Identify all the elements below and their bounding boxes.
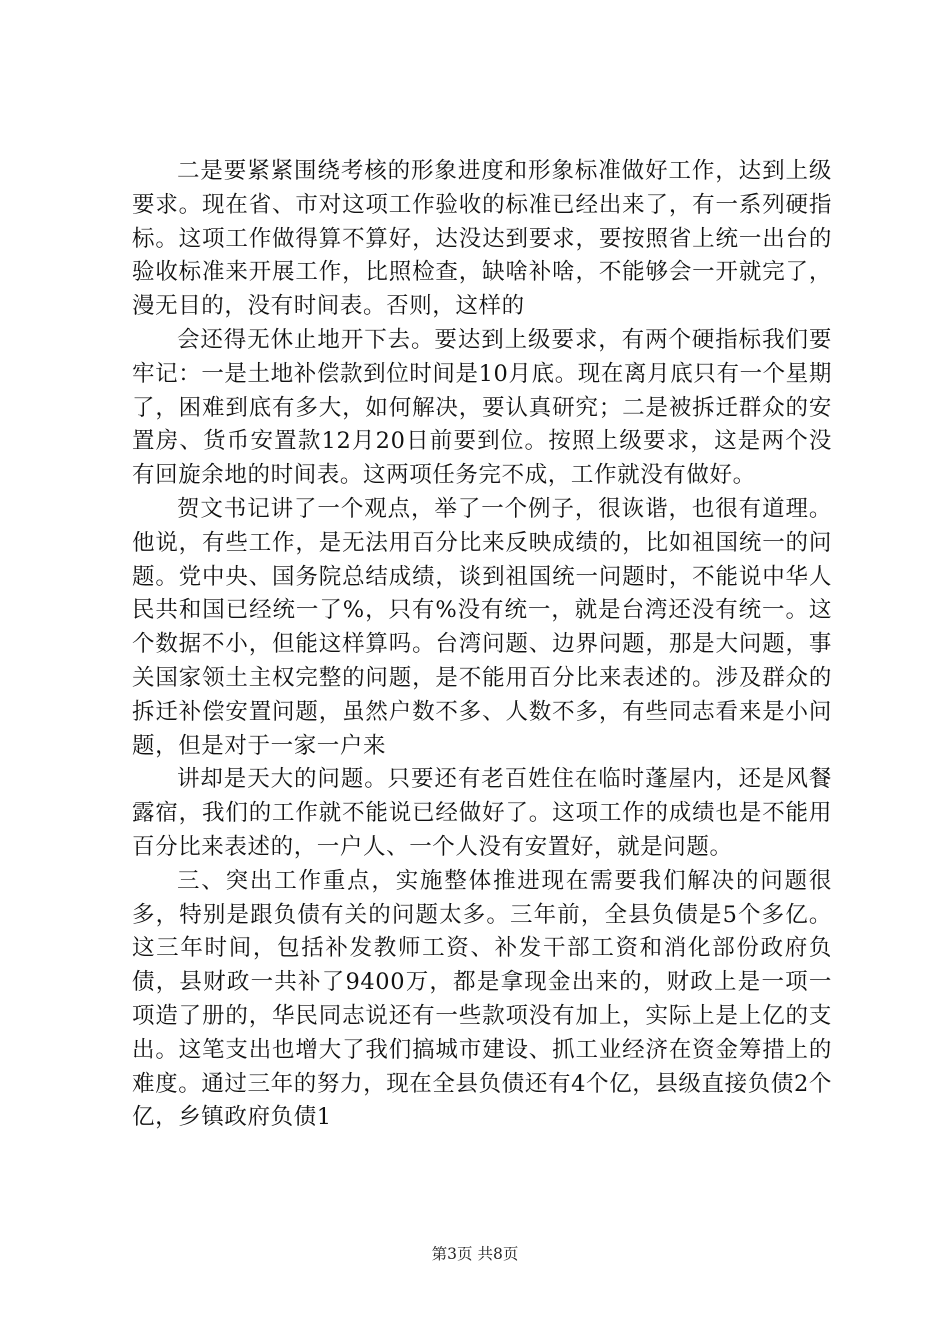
page-number-footer: 第3页 共8页 (431, 1245, 519, 1263)
paragraph: 三、突出工作重点，实施整体推进现在需要我们解决的问题很多，特别是跟负债有关的问题太多。三年前，全县负债是5个多亿。这三年时间，包括补发教师工资、补发干部工资和消化部份政府负债，县财政一共补了9400万，都是拿现金出来的，财政上是一项一项造了册的，华民同志说还有一些款项没有加上，实际上是上亿的支出。这笔支出也增大了我们搞城市建设、抓工业经济在资金筹措上的难度。通过三年的努力，现在全县负债还有4个亿，县级直接负债2个亿，乡镇政府负债1 (132, 867, 832, 1131)
paragraph: 会还得无休止地开下去。要达到上级要求，有两个硬指标我们要牢记：一是土地补偿款到位时间是10月底。现在离月底只有一个星期了，困难到底有多大，如何解决，要认真研究；二是被拆迁群众的安置房、货币安置款12月20日前要到位。按照上级要求，这是两个没有回旋余地的时间表。这两项任务完不成，工作就没有做好。 (132, 326, 832, 489)
document-body (132, 155, 832, 1135)
paragraph: 贺文书记讲了一个观点，举了一个例子，很诙谐，也很有道理。他说，有些工作，是无法用百分比来反映成绩的，比如祖国统一的问题。党中央、国务院总结成绩，谈到祖国统一问题时，不能说中华人民共和国已经统一了%，只有%没有统一，就是台湾还没有统一。这个数据不小，但能这样算吗。台湾问题、边界问题，那是大问题，事关国家领土主权完整的问题，是不能用百分比来表述的。涉及群众的拆迁补偿安置问题，虽然户数不多、人数不多，有些同志看来是小问题，但是对于一家一户来 (132, 495, 832, 759)
paragraph: 讲却是天大的问题。只要还有老百姓住在临时蓬屋内，还是风餐露宿，我们的工作就不能说已经做好了。这项工作的成绩也是不能用百分比来表述的，一户人、一个人没有安置好，就是问题。 (132, 766, 832, 860)
paragraph: 二是要紧紧围绕考核的形象进度和形象标准做好工作，达到上级要求。现在省、市对这项工作验收的标准已经出来了，有一系列硬指标。这项工作做得算不算好，达没达到要求，要按照省上统一出台的验收标准来开展工作，比照检查，缺啥补啥，不能够会一开就完了，漫无目的，没有时间表。否则，这样的 (132, 158, 832, 320)
